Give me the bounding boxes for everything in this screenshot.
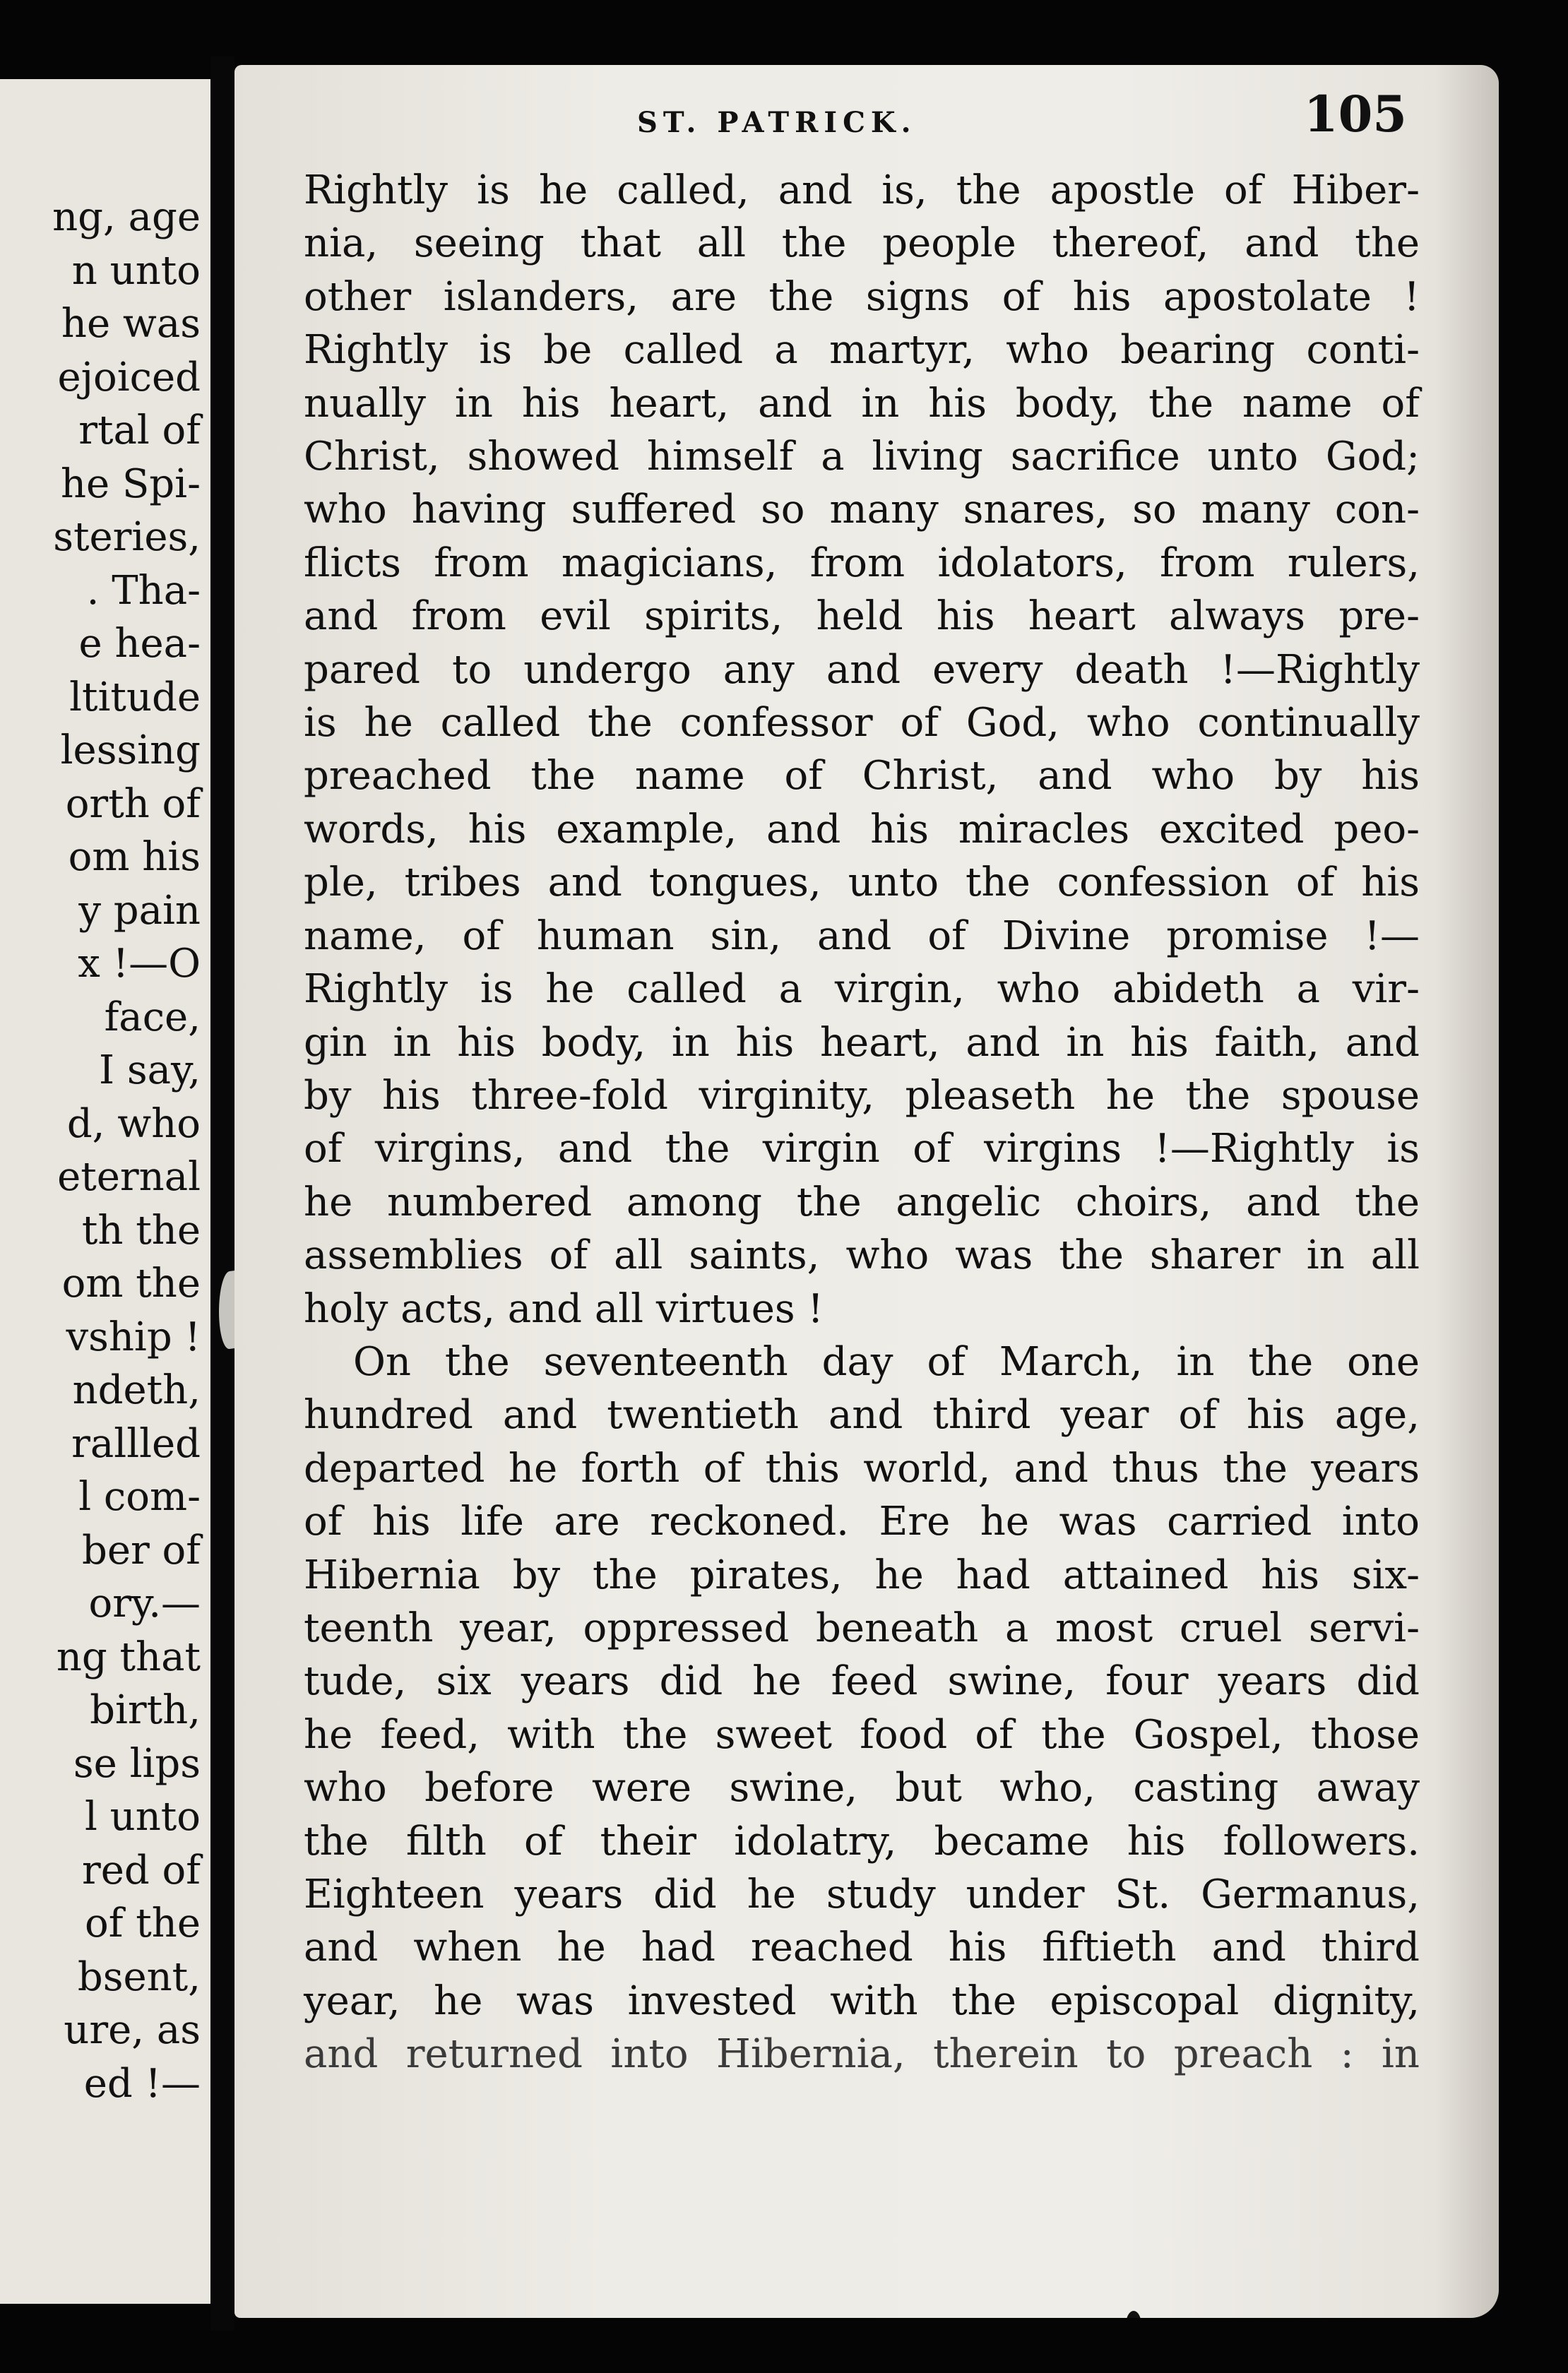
text-line: by his three-fold virginity, pleaseth he the spouse bbox=[304, 1072, 1420, 1119]
left-line: l com- bbox=[78, 1474, 201, 1520]
text-line: and when he had reached his fiftieth and third bbox=[304, 1925, 1420, 1971]
left-page-fragment bbox=[0, 79, 210, 2304]
text-line: gin in his body, in his heart, and in his faith, and bbox=[304, 1019, 1420, 1066]
text-line: On the seventeenth day of March, in the one bbox=[353, 1338, 1420, 1385]
left-line: . Tha- bbox=[86, 567, 201, 614]
left-line: face, bbox=[104, 994, 201, 1040]
body-text bbox=[304, 164, 1420, 2081]
text-line: who before were swine, but who, casting away bbox=[304, 1765, 1420, 1812]
text-line: preached the name of Christ, and who by his bbox=[304, 753, 1420, 799]
text-line: words, his example, and his miracles excited peo- bbox=[304, 806, 1420, 852]
running-head: ST. PATRICK. bbox=[637, 106, 917, 139]
left-line: n unto bbox=[71, 247, 201, 294]
left-line: ng, age bbox=[52, 194, 201, 240]
text-line: holy acts, and all virtues ! bbox=[304, 1285, 824, 1332]
left-line: l unto bbox=[84, 1794, 201, 1840]
left-line: e hea- bbox=[78, 621, 201, 667]
text-line: teenth year, oppressed beneath a most cruel servi- bbox=[304, 1605, 1420, 1651]
left-line: rtal of bbox=[78, 408, 201, 453]
text-line: departed he forth of this world, and thus the years bbox=[304, 1445, 1420, 1492]
left-line: red of bbox=[82, 1847, 201, 1893]
text-line: flicts from magicians, from idolators, from rulers, bbox=[304, 540, 1420, 586]
text-line: tude, six years did he feed swine, four years did bbox=[304, 1658, 1420, 1705]
left-line: se lips bbox=[73, 1740, 201, 1787]
left-line: orth of bbox=[65, 780, 201, 827]
text-line: Rightly is he called, and is, the apostle of Hiber- bbox=[304, 167, 1420, 213]
left-line: eternal bbox=[57, 1154, 201, 1200]
left-line: of the bbox=[85, 1901, 201, 1946]
left-line: rallled bbox=[71, 1420, 201, 1467]
left-line: x !—O bbox=[78, 941, 201, 987]
book-gutter bbox=[210, 56, 234, 2331]
left-line: d, who bbox=[66, 1100, 201, 1147]
left-line: om the bbox=[61, 1261, 201, 1307]
left-line: ndeth, bbox=[72, 1367, 201, 1413]
left-line: ed !— bbox=[83, 2060, 201, 2107]
left-line: ure, as bbox=[64, 2007, 201, 2053]
text-line: of virgins, and the virgin of virgins !—Rightly is bbox=[304, 1126, 1420, 1172]
text-line: Rightly is he called a virgin, who abideth a vir- bbox=[304, 966, 1420, 1013]
left-line: steries, bbox=[53, 514, 201, 560]
text-line: is he called the confessor of God, who continually bbox=[304, 700, 1420, 747]
text-line: other islanders, are the signs of his apostolate ! bbox=[304, 273, 1420, 320]
left-line: vship ! bbox=[66, 1314, 201, 1360]
left-line: ber of bbox=[82, 1527, 201, 1574]
text-line: pared to undergo any and every death !—Rightly bbox=[304, 646, 1420, 693]
text-line: the filth of their idolatry, became his followers. bbox=[304, 1818, 1420, 1865]
text-line: Hibernia by the pirates, he had attained his six- bbox=[304, 1552, 1420, 1598]
text-line: nually in his heart, and in his body, the name of bbox=[304, 380, 1420, 427]
left-line: y pain bbox=[78, 887, 201, 934]
text-line: who having suffered so many snares, so many con- bbox=[304, 487, 1420, 533]
left-line: birth, bbox=[90, 1687, 201, 1733]
text-line: Eighteen years did he study under St. Germanus, bbox=[304, 1872, 1420, 1917]
left-line: ory.— bbox=[88, 1581, 201, 1626]
left-line: lessing bbox=[60, 727, 201, 773]
text-line: he numbered among the angelic choirs, and the bbox=[304, 1179, 1420, 1225]
left-line: th the bbox=[81, 1207, 201, 1254]
text-line: Christ, showed himself a living sacrifice unto God; bbox=[304, 434, 1420, 480]
ink-blot bbox=[1126, 2311, 1141, 2318]
left-line: ltitude bbox=[69, 674, 201, 720]
text-line: Rightly is be called a martyr, who bearing conti- bbox=[304, 327, 1420, 374]
text-line: of his life are reckoned. Ere he was carried into bbox=[304, 1499, 1420, 1545]
left-line: ng that bbox=[56, 1634, 201, 1680]
text-line: assemblies of all saints, who was the sharer in all bbox=[304, 1232, 1420, 1279]
text-line: ple, tribes and tongues, unto the confession of his bbox=[304, 860, 1420, 906]
page-number: 105 bbox=[1303, 85, 1407, 143]
left-line: om his bbox=[68, 834, 201, 880]
left-line: I say, bbox=[98, 1047, 201, 1093]
left-line: he was bbox=[61, 301, 201, 347]
left-line: bsent, bbox=[77, 1953, 201, 2000]
text-line: and returned into Hibernia, therein to preach : in bbox=[304, 2031, 1420, 2078]
text-line: name, of human sin, and of Divine promise !— bbox=[304, 912, 1420, 959]
text-line: he feed, with the sweet food of the Gospel, those bbox=[304, 1711, 1420, 1758]
text-line: year, he was invested with the episcopal dignity, bbox=[304, 1978, 1420, 2024]
left-line: ejoiced bbox=[57, 354, 201, 400]
left-line: he Spi- bbox=[60, 460, 201, 507]
text-line: hundred and twentieth and third year of his age, bbox=[304, 1392, 1420, 1439]
left-page-text bbox=[52, 191, 201, 2110]
right-page bbox=[234, 65, 1499, 2318]
text-line: and from evil spirits, held his heart always pre- bbox=[304, 593, 1420, 640]
text-line: nia, seeing that all the people thereof, and the bbox=[304, 220, 1420, 267]
